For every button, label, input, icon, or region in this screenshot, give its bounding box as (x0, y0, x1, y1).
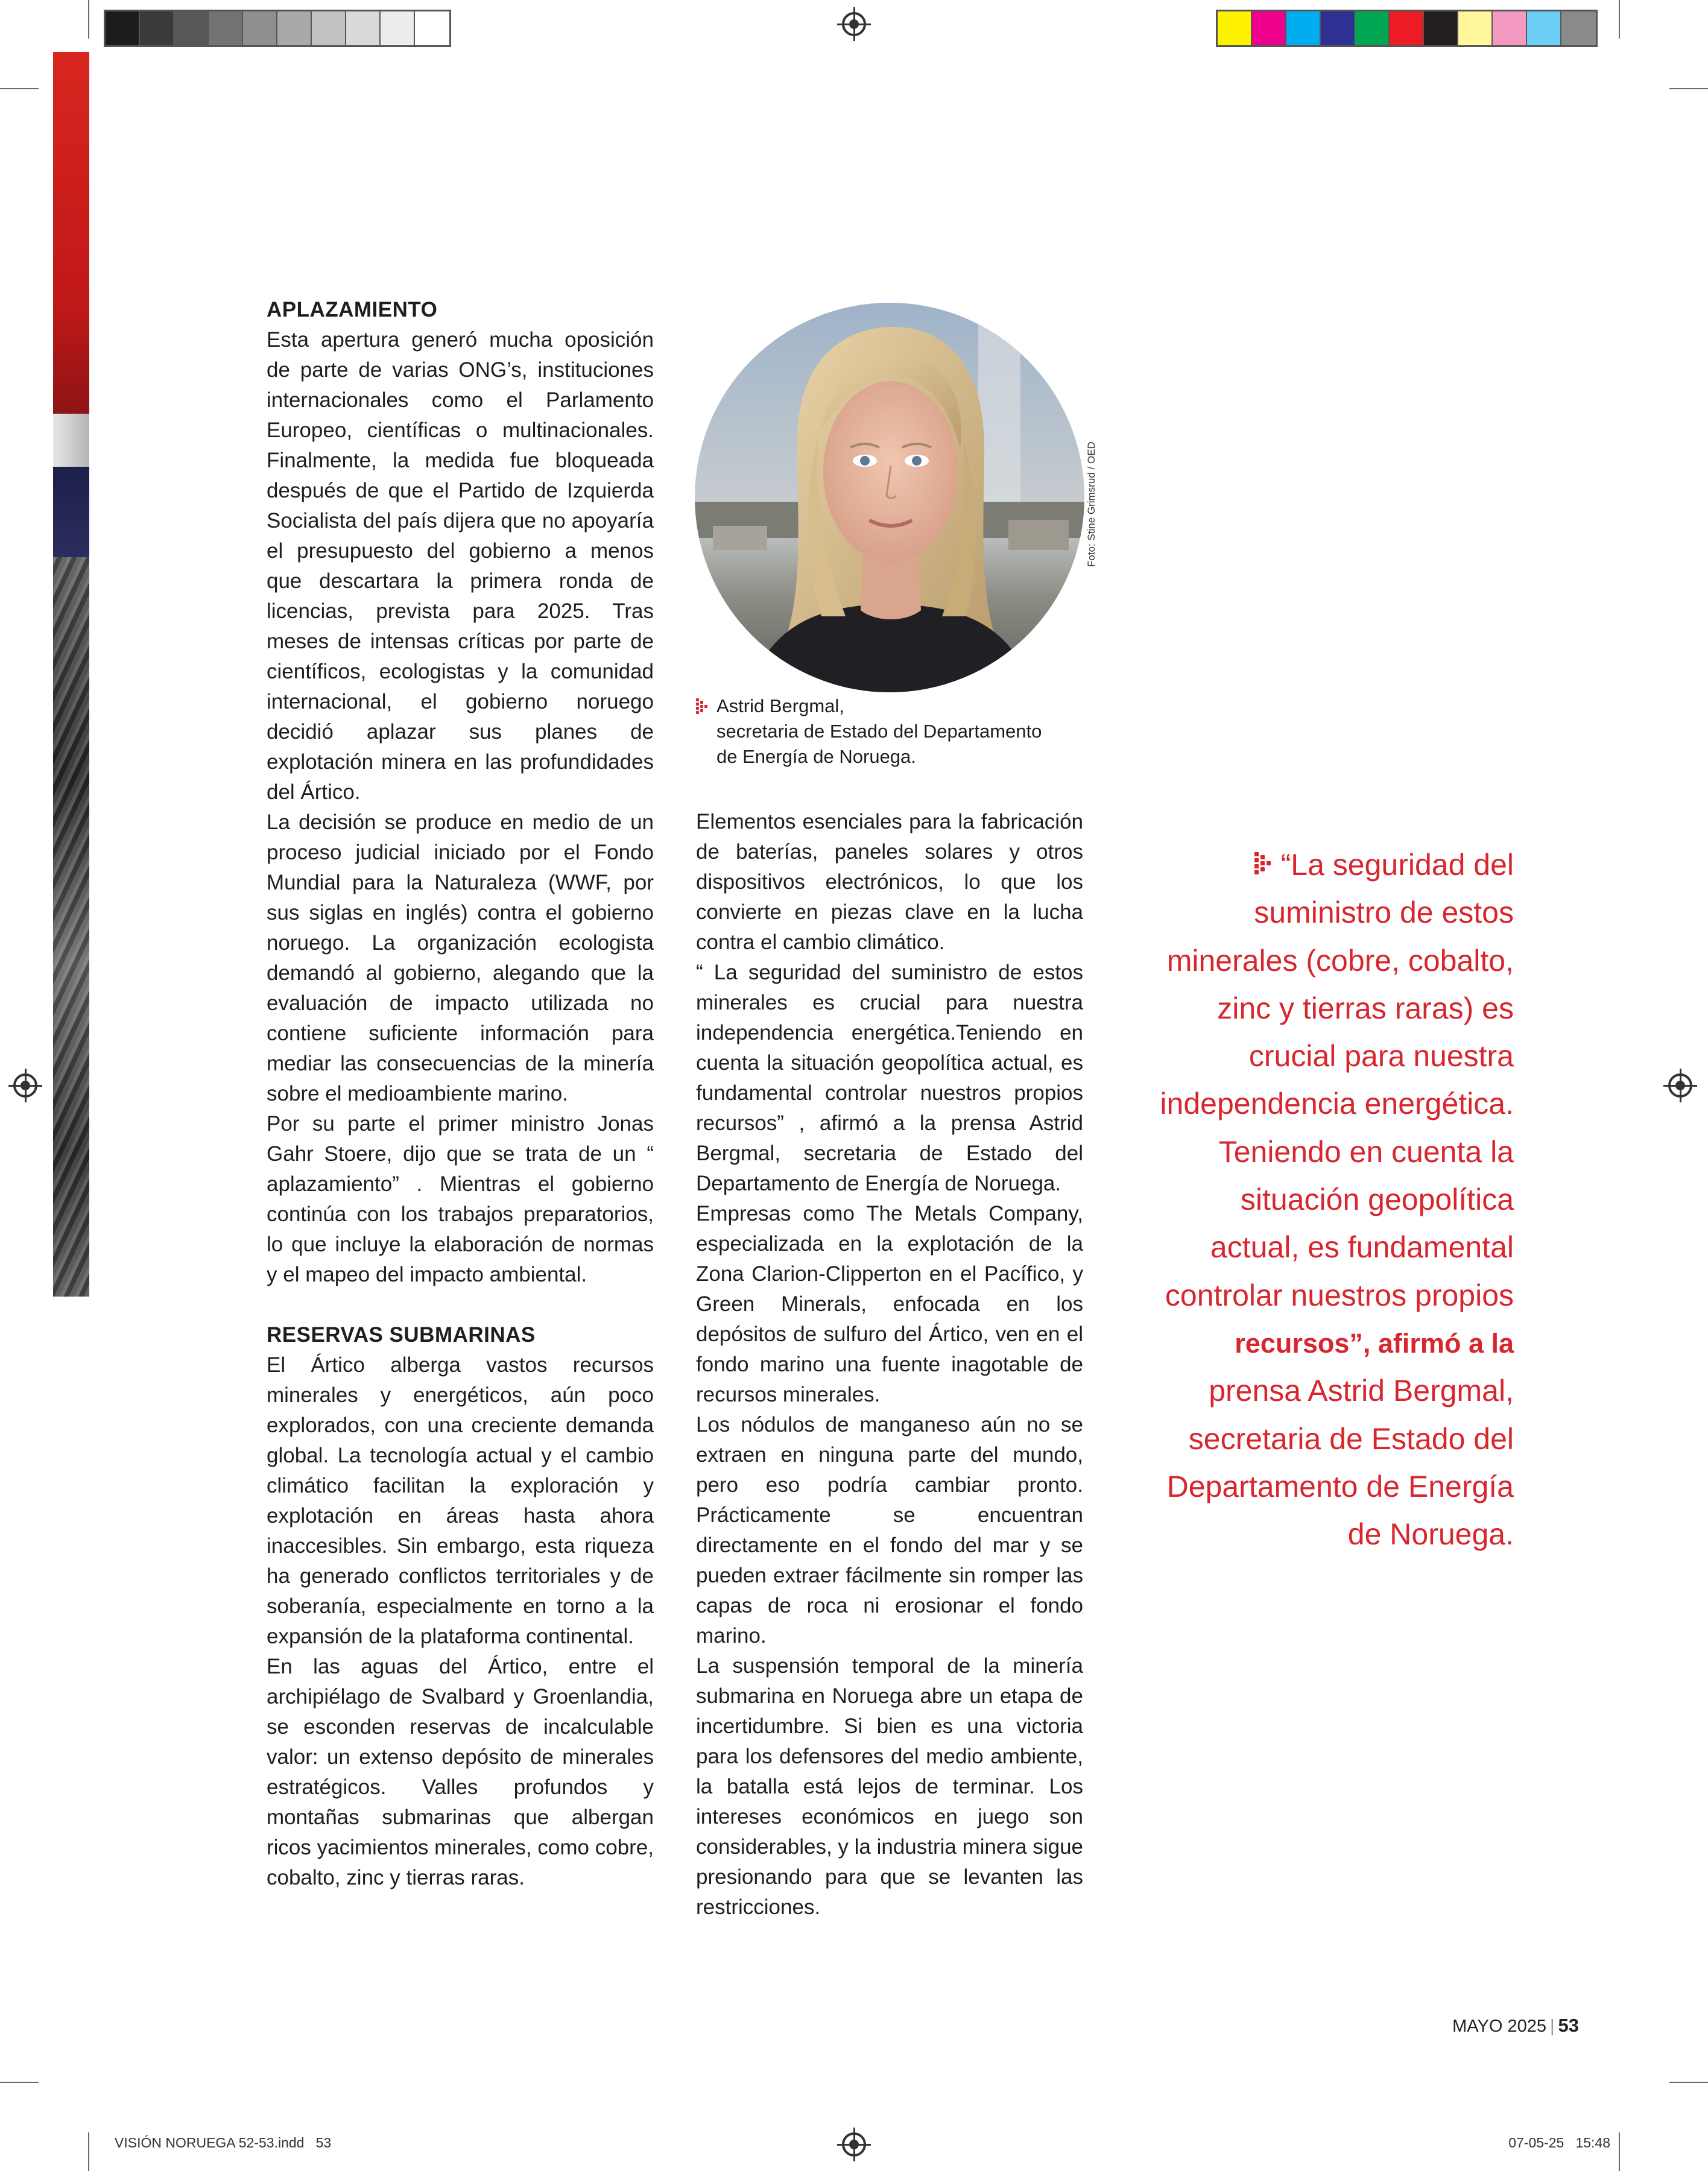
article-column-2 (696, 807, 1083, 1923)
quote-line: “La seguridad del (1280, 848, 1514, 882)
quote-line: situación geopolítica (1240, 1183, 1514, 1217)
pull-quote (1128, 841, 1514, 1558)
quote-line: zinc y tierras raras) es (1217, 991, 1514, 1025)
section-heading: RESERVAS SUBMARINAS (267, 1323, 536, 1347)
registration-mark-icon (842, 12, 866, 36)
issue-date: MAYO 2025 (1452, 2017, 1546, 2036)
paragraph: “ La seguridad del suministro de estos minerales es crucial para nuestra independencia energética.Teniendo en cuenta la situación geopolítica actual, es fundamental controlar nuestros propios recursos” , afirmó a la prensa Astrid Bergmal, secretaria de Estado del Departamento de Energía de Noruega. (696, 961, 1083, 1195)
paragraph: Esta apertura generó mucha oposición de parte de varias ONG’s, instituciones internacionales como el Parlamento Europeo, científicas o multinacionales. Finalmente, la medida fue bloqueada después de que el Partido de Izquierda Socialista del país dijera que no apoyaría el presupuesto del gobierno a menos que descartara la primera ronda de licencias, prevista para 2025. Tras meses de intensas críticas por parte de científicos, ecologistas y la comunidad internacional, el gobierno noruego decidió aplazar sus planes de explotación minera en las profundidades del Ártico. (267, 328, 654, 804)
crop-mark (1669, 88, 1708, 89)
quote-line: Departamento de Energía (1166, 1469, 1514, 1503)
section-heading: APLAZAMIENTO (267, 298, 438, 321)
page-number: 53 (1558, 2015, 1579, 2036)
quote-line: controlar nuestros propios (1165, 1278, 1514, 1312)
slug-filename: VISIÓN NORUEGA 52-53.indd 53 (115, 2135, 332, 2150)
quote-line: minerales (cobre, cobalto, (1166, 943, 1514, 978)
caption-role: secretaria de Estado del Departamento (716, 721, 1042, 742)
quote-line: recursos”, afirmó a la (1235, 1327, 1514, 1359)
crop-mark (1669, 2082, 1708, 2083)
registration-mark-icon (842, 2132, 866, 2157)
paragraph: La decisión se produce en medio de un proceso judicial iniciado por el Fondo Mundial para la Naturaleza (WWF, por sus siglas en inglés) contra el gobierno noruego. La organización ecologista demandó al gobierno, alegando que la evaluación de impacto utilizada no contiene suficiente información para mediar las consecuencias de la minería sobre el medioambiente marino. (267, 811, 654, 1105)
paragraph: Por su parte el primer ministro Jonas Gahr Stoere, dijo que se trata de un “ aplazamiento” . Mientras el gobierno continúa con los trabajos preparatorios, lo que incluye la elaboración de normas y el mapeo del impacto ambiental. (267, 1112, 654, 1286)
photo-caption (696, 694, 1106, 769)
quote-line: suministro de estos (1254, 896, 1514, 930)
portrait-photo (695, 303, 1084, 692)
caption-role: de Energía de Noruega. (716, 746, 916, 767)
page-folio: MAYO 2025 | 53 (1452, 2015, 1579, 2036)
quote-line: actual, es fundamental (1210, 1230, 1514, 1265)
paragraph: La suspensión temporal de la minería submarina en Noruega abre un etapa de incertidumbre. Si bien es una victoria para los defensores del medio ambiente, la batalla está lejos de terminar. Los intereses económicos en juego son considerables, y la industria minera sigue presionando para que se levanten las restricciones. (696, 1654, 1083, 1919)
quote-line: de Noruega. (1347, 1517, 1514, 1552)
registration-mark-icon (13, 1073, 37, 1098)
paragraph: Los nódulos de manganeso aún no se extraen en ninguna parte del mundo, pero eso podría cambiar pronto. Prácticamente se encuentran directamente en el fondo del mar y se pueden extraer fácilmente sin romper las capas de roca ni erosionar el fondo marino. (696, 1413, 1083, 1648)
paragraph: Elementos esenciales para la fabricación de baterías, paneles solares y otros dispositivos electrónicos, lo que los convierte en piezas clave en la lucha contra el cambio climático. (696, 810, 1083, 954)
cmyk-color-bar (1216, 10, 1598, 47)
article-column-1 (267, 295, 654, 1893)
quote-line: independencia energética. (1160, 1087, 1514, 1121)
quote-bullet-icon (1254, 850, 1275, 877)
quote-line: crucial para nuestra (1248, 1039, 1514, 1073)
paragraph: El Ártico alberga vastos recursos minerales y energéticos, aún poco explorados, con una creciente demanda global. La tecnología actual y el cambio climático facilitan la exploración y explotación en áreas hasta ahora inaccesibles. Sin embargo, esta riqueza ha generado conflictos territoriales y de soberanía, especialmente en torno a la expansión de la plataforma continental. (267, 1353, 654, 1648)
paragraph: En las aguas del Ártico, entre el archipiélago de Svalbard y Groenlandia, se esconden reservas de incalculable valor: un extenso depósito de minerales estratégicos. Valles profundos y montañas submarinas que albergan ricos yacimientos minerales, como cobre, cobalto, zinc y tierras raras. (267, 1655, 654, 1889)
caption-name: Astrid Bergmal, (716, 695, 844, 716)
facing-page-photo-strip (53, 52, 89, 1297)
grayscale-color-bar (104, 10, 451, 47)
slug-timestamp: 07-05-25 15:48 (1508, 2135, 1610, 2150)
crop-mark (1619, 0, 1620, 39)
crop-mark (88, 2132, 89, 2171)
quote-line: secretaria de Estado del (1188, 1421, 1514, 1456)
crop-mark (88, 0, 89, 39)
paragraph: Empresas como The Metals Company, especializada en la explotación de la Zona Clarion-Clipperton en el Pacífico, y Green Minerals, enfocada en los depósitos de sulfuro del Ártico, ven en el fondo marino una fuente inagotable de recursos minerales. (696, 1202, 1083, 1406)
caption-bullet-icon (696, 698, 709, 715)
crop-mark (0, 2082, 39, 2083)
photo-credit: Foto: Stine Grimsrud / OED (1086, 441, 1097, 567)
quote-line: Teniendo en cuenta la (1218, 1134, 1514, 1169)
crop-mark (0, 88, 39, 89)
crop-mark (1619, 2132, 1620, 2171)
quote-line: prensa Astrid Bergmal, (1209, 1374, 1514, 1408)
registration-mark-icon (1668, 1073, 1692, 1098)
